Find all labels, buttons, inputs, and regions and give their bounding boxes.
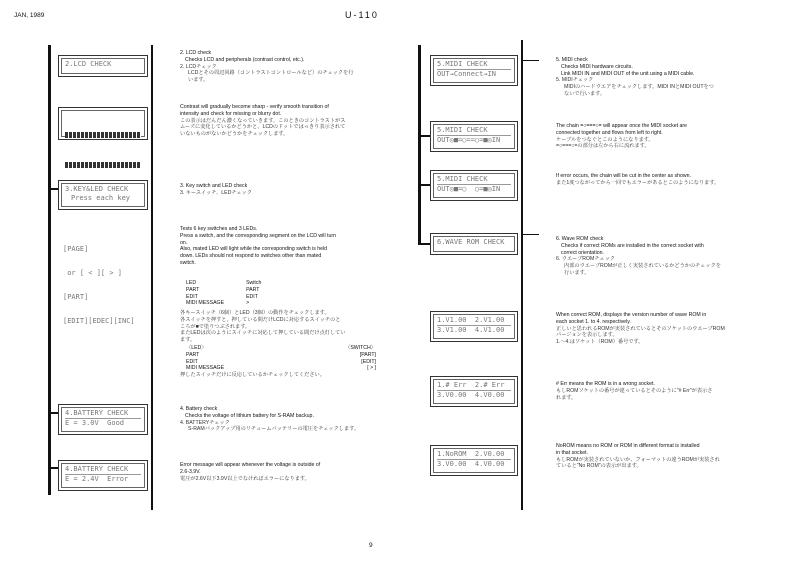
lcd-line: 3.V0.00 4.V0.00 [437, 459, 511, 469]
lcd-line: 5.MIDI CHECK [437, 126, 488, 134]
rom-missing-display [430, 445, 518, 476]
note-text: each socket 1. to 4. respectively. [556, 318, 631, 325]
note-text: If error occurs, the chain will be cut in the center as shown. [556, 173, 691, 179]
left-divider-bar [151, 45, 153, 510]
note-text-jp: ころが■で塗りつぶされます。 [180, 323, 251, 330]
lcd-line: 3.KEY&LED CHECK [65, 185, 129, 193]
header-model: U-110 [345, 10, 379, 20]
section-text: Checks MIDI hardware circuits. [561, 63, 633, 70]
note-text: The chain =○===○= will appear once the MIDI socket are [556, 123, 687, 129]
lcd-fill-row [65, 132, 141, 138]
section-title: 2. LCD check [180, 50, 212, 56]
lcd-line: 1.NoROM 2.V0.00 [437, 450, 505, 458]
section-title: 6. Wave ROM check [556, 236, 604, 242]
lcd-line: Press each key [71, 194, 131, 202]
note-text-jp: ケーブルをつなぐとこのようになります。 [556, 136, 654, 143]
lcd-fill-row [65, 162, 141, 168]
table-cell: PART [246, 286, 260, 293]
note-text-jp: ムーズに変化しているかどうかと、LCDのドットではっきり表示されて [180, 124, 346, 131]
table-cell: PART [186, 351, 200, 358]
note-text: When correct ROM, displays the version number of wave ROM in [556, 312, 707, 318]
lcd-line: [EDIT][EDEC][INC] [63, 317, 135, 325]
lcd-line: 1.# Err 2.# Err [437, 381, 505, 389]
right-flow-bar [418, 45, 421, 245]
left-flow-bar [48, 45, 51, 495]
section-title: 5. MIDI check [556, 57, 588, 63]
note-text-jp: もしROMソケットの番号が違っているとそのように"# Err"が表示さ [556, 387, 713, 394]
midi-chain-display [430, 121, 518, 152]
lcd-line: 6.WAVE ROM CHECK [437, 238, 505, 246]
battery-ok-display [58, 404, 148, 435]
key-led-display [58, 180, 148, 210]
note-text-jp: れます。 [556, 394, 577, 401]
led-switch-table-jp [180, 345, 376, 379]
header-date: JAN, 1989 [14, 12, 45, 19]
note-text: NoROM means no ROM or ROM in different format is installed [556, 443, 700, 449]
section-text-jp: LCDとその周辺回路（コントラストコントロールなど）のチェックを行 [188, 70, 354, 77]
section-text-jp: MIDIのハードウエアをチェックします。MIDI INとMIDI OUTをつ [564, 84, 714, 91]
section-text: Checks if correct ROMs are installed in the correct socket with [561, 242, 704, 249]
rom-version-display [430, 311, 518, 342]
section-title: 4. Battery check [180, 406, 218, 412]
table-cell: 〈SWITCH〉 [345, 345, 376, 351]
table-row [186, 345, 376, 352]
midi-error-note [556, 173, 781, 187]
section-text-jp: 3. キースイッチ、LEDチェック [180, 189, 252, 196]
note-text: Press a switch, and the corresponding segment on the LCD will turn [180, 232, 336, 239]
note-text: Tests 6 key switches and 3 LEDs. [180, 226, 258, 232]
table-cell: MIDI MESSAGE [186, 300, 225, 307]
lcd-line: 4.BATTERY CHECK [65, 409, 129, 417]
lcd-line: 1.V1.00 2.V1.00 [437, 316, 505, 324]
section-text-jp: ないで行います。 [564, 90, 606, 97]
section-text: Link MIDI IN and MIDI OUT of the unit using a MIDI cable. [561, 70, 695, 77]
table-cell: 〈LED〉 [186, 345, 207, 351]
right-arrow-bar-1 [521, 60, 539, 61]
lcd-line: 3.V0.00 4.V0.00 [437, 390, 511, 400]
note-text-jp: ます。 [180, 337, 196, 344]
note-text-jp: 正しいと思われるROMが実装されているとそのソケットのウエーブROM [556, 325, 725, 332]
table-cell: Switch [246, 280, 262, 286]
section-text-jp: 4. BATTERYチェック [180, 419, 230, 426]
rom-error-note [556, 381, 781, 401]
section-text-jp: 6. ウエーブROMチェック [556, 256, 615, 263]
table-cell: EDIT [186, 293, 198, 300]
note-text: Error message will appear whenever the voltage is outside of [180, 462, 321, 468]
note-text-jp: この表示はだんだん濃くなっていきます。このときのコントラストがス [180, 117, 346, 124]
note-text: switch. [180, 259, 196, 266]
note-text: 2.6-3.9V. [180, 468, 201, 475]
note-text: in that socket. [556, 449, 589, 456]
note-text: intensity and check for missing or blurry dot. [180, 110, 282, 117]
section-text: Checks LCD and peripherals (contrast control, etc.). [185, 56, 305, 63]
note-text-jp: いないものがないかどうかをチェックします。 [180, 131, 289, 138]
section-text-jp: 行います。 [564, 269, 590, 276]
lcd-line: OUT→Connect→IN [437, 69, 511, 79]
section-key-led [180, 183, 395, 197]
note-text-jp: 1.～4.はソケット（ROM）番号です。 [556, 339, 644, 346]
section-midi-check [556, 57, 781, 98]
led-switch-table [186, 280, 283, 307]
contrast-note [180, 104, 395, 138]
table-cell: [ > ] [367, 365, 376, 372]
table-row [186, 287, 283, 294]
rom-version-note [556, 312, 781, 346]
note-text-jp: 各スイッチを押すと、押している間だけLCDに対応するスイッチのと [180, 316, 341, 323]
lcd-line: OUT◎■=○==○=■◎IN [437, 135, 511, 145]
key-switch-display [58, 226, 148, 325]
right-connector-2 [418, 184, 430, 186]
lcd-line: 5.MIDI CHECK [437, 175, 488, 183]
section-wave-rom [556, 236, 781, 277]
note-text-jp: もしROMが実装されていないか、フォーマットの違うROMが実装され [556, 456, 720, 463]
page-number: 9 [369, 542, 373, 549]
table-row [186, 352, 376, 359]
key-test-jp [180, 310, 395, 344]
section-title: 3. Key switch and LED check [180, 183, 248, 189]
right-connector-3 [418, 243, 430, 245]
lcd-line: 3.V1.00 4.V1.00 [437, 325, 511, 335]
note-text: Contrast will gradually become sharp - verify smooth transition of [180, 104, 329, 110]
key-test-text [180, 226, 395, 267]
table-cell: [PART] [359, 351, 376, 358]
lcd-line: E = 2.4V Error [65, 474, 141, 484]
note-text-jp: 電圧が2.6V以下3.9V以上でなければエラーになります。 [180, 475, 310, 482]
note-text-jp: ていると"No ROM"の表示が出ます。 [556, 463, 642, 470]
table-cell: EDIT [246, 293, 258, 300]
section-lcd-check [180, 50, 395, 84]
section-text: Checks the voltage of lithium battery for S-RAM backup. [185, 412, 314, 419]
lcd-line: or [ < ][ > ] [63, 269, 123, 277]
table-cell: PART [186, 286, 200, 293]
table-cell: LED [186, 280, 197, 286]
section-text: correct orientation. [561, 249, 604, 256]
note-text: down. LEDs should not respond to switches other than mated [180, 253, 322, 260]
table-row [186, 294, 283, 301]
table-cell: > [246, 300, 250, 307]
lcd-line: 5.MIDI CHECK [437, 60, 488, 68]
midi-connect-display [430, 55, 518, 86]
right-connector-1 [418, 135, 430, 137]
note-text-jp: またLEDは次のようにスイッチに対応して押している間だけ点灯してい [180, 330, 346, 337]
lcd-line: [PAGE] [63, 245, 89, 253]
lcd-line: OUT◎■=○ ○=■◎IN [437, 184, 511, 194]
midi-chain-note [556, 123, 781, 150]
midi-error-display [430, 170, 518, 201]
lcd-check-display [58, 55, 148, 77]
note-text: connected together and flows from left to right. [556, 129, 663, 136]
lcd-contrast-display [58, 107, 148, 140]
rom-missing-note [556, 443, 781, 470]
right-arrow-bar-2 [521, 234, 539, 235]
section-text-jp: 内部のウエーブROMが正しく実装されているかどうかのチェックを [564, 263, 721, 270]
wave-rom-display [430, 233, 518, 255]
table-cell: [EDIT] [361, 358, 376, 365]
battery-error-display [58, 460, 148, 491]
note-text-jp: バージョンを表示します。 [556, 332, 618, 339]
note-text-jp: =○===○=の部分は左から右に流れます。 [556, 143, 650, 150]
table-row [186, 300, 283, 307]
note-text: on. [180, 239, 188, 246]
section-text-jp: 2. LCDチェック [180, 63, 217, 70]
table-cell: MIDI MESSAGE [186, 365, 225, 372]
table-row [186, 280, 283, 287]
lcd-line: E = 3.0V Good [65, 418, 141, 428]
note-text: Also, mated LED will light while the corresponding switch is held [180, 246, 328, 253]
rom-error-display [430, 376, 518, 407]
lcd-line: 4.BATTERY CHECK [65, 465, 129, 473]
lcd-line: 2.LCD CHECK [65, 60, 112, 68]
section-text-jp: います。 [188, 77, 209, 84]
battery-error-note [180, 462, 395, 482]
note-text-jp: また1度つながってから一回でもエラーがあるとこのようになります。 [556, 179, 720, 186]
table-row [186, 359, 376, 366]
note-text-jp: 各キースイッチ（6個）とLED（3個）の動作をチェックします。 [180, 310, 330, 316]
section-text-jp: 5. MIDIチェック [556, 77, 594, 84]
section-text-jp: S-RAMバックアップ用のリチュームバッテリーの電圧をチェックします。 [188, 426, 360, 433]
lcd-line: [PART] [63, 293, 89, 301]
note-text: # Err means the ROM is in a wrong socket. [556, 381, 655, 387]
table-cell: EDIT [186, 358, 198, 365]
right-divider-bar [521, 40, 523, 510]
section-battery [180, 406, 395, 433]
note-text-jp: 押したスイッチだけに反応しているかチェックしてください。 [180, 372, 325, 379]
